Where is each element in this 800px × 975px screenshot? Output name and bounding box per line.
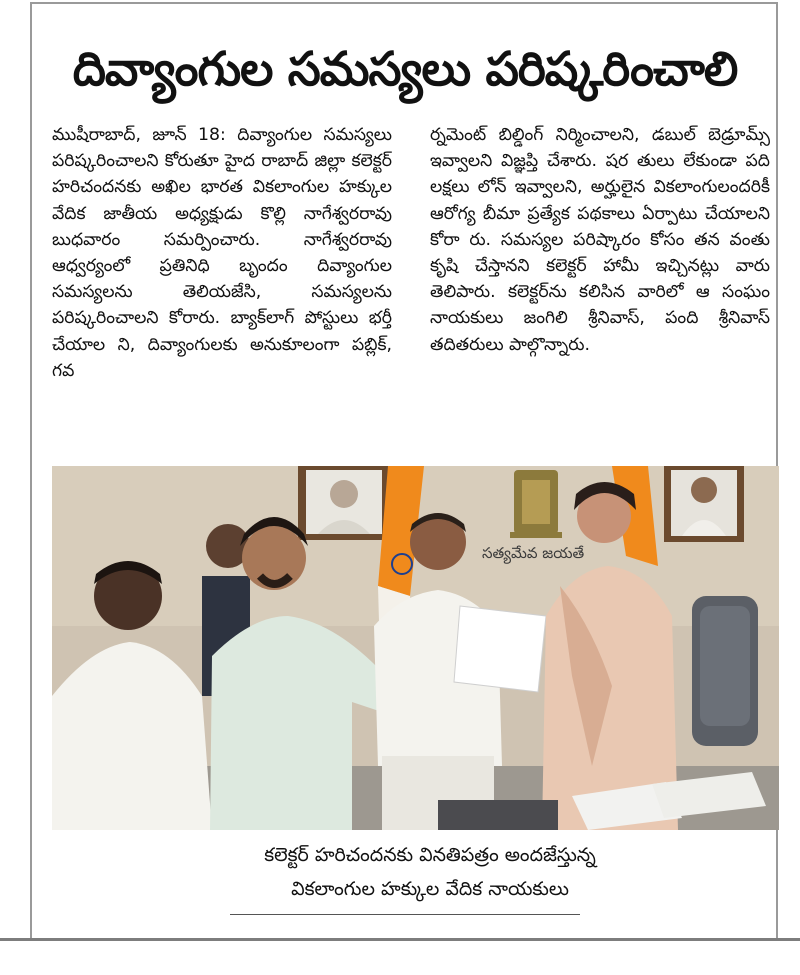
emblem-motto: సత్యమేవ జయతే	[482, 544, 585, 562]
portrait-frame-icon	[664, 466, 744, 542]
article-body-left-column: ముషీరాబాద్, జూన్ 18: దివ్యాంగుల సమస్యలు పరిష్కరించాలని కోరుతూ హైద రాబాద్ జిల్లా కలెక్టర్ హరిచందనకు అఖిల భారత వికలాంగుల హక్కుల వేదిక జాతీయ అధ్యక్షుడు కొల్లి నాగేశ్వరరావు బుధవారం సమర్పించారు. నాగేశ్వరరావు ఆధ్వర్యంలో ప్రతినిధి బృందం దివ్యాంగుల సమస్యలను తెలియజేసి, సమస్యలను పరిష్కరించాలని కోరారు. బ్యాక్‌లాగ్ పోస్టులు భర్తీ చేయాల ని, దివ్యాంగులకు అనుకూలంగా పబ్లిక్, గవ	[52, 125, 392, 381]
memorandum-paper	[454, 606, 546, 692]
bottom-border-rule	[0, 938, 800, 941]
top-border-rule	[30, 2, 778, 4]
left-column-rule	[30, 4, 32, 938]
national-emblem-icon	[510, 470, 562, 538]
photo-caption	[140, 838, 720, 906]
headline: దివ్యాంగుల సమస్యలు పరిష్కరించాలి	[72, 42, 738, 97]
caption-rule	[230, 914, 580, 915]
news-photo	[52, 466, 779, 830]
caption-line-1: కలెక్టర్ హరిచందనకు వినతిపత్రం అందజేస్తున్న	[264, 844, 596, 866]
portrait-frame-icon	[298, 466, 390, 540]
article-body-right-column: ర్నమెంట్ బిల్డింగ్ నిర్మించాలని, డబుల్ బెడ్రూమ్స్ ఇవ్వాలని విజ్ఞప్తి చేశారు. షర తులు లేకుండా పది లక్షలు లోన్ ఇవ్వాలని, అర్హులైన వికలాంగులందరికీ ఆరోగ్య బీమా ప్రత్యేక పథకాలు ఏర్పాటు చేయాలని కోరా రు. సమస్యల పరిష్కారం కోసం తన వంతు కృషి చేస్తానని కలెక్టర్ హామీ ఇచ్చినట్లు వారు తెలిపారు. కలెక్టర్‌ను కలిసిన వారిలో ఆ సంఘం నాయకులు జంగిలి శ్రీనివాస్, పంది శ్రీనివాస్ తదితరులు పాల్గొన్నారు.	[430, 125, 770, 355]
caption-line-2: వికలాంగుల హక్కుల వేదిక నాయకులు	[291, 878, 569, 900]
office-chair-icon	[692, 596, 758, 746]
